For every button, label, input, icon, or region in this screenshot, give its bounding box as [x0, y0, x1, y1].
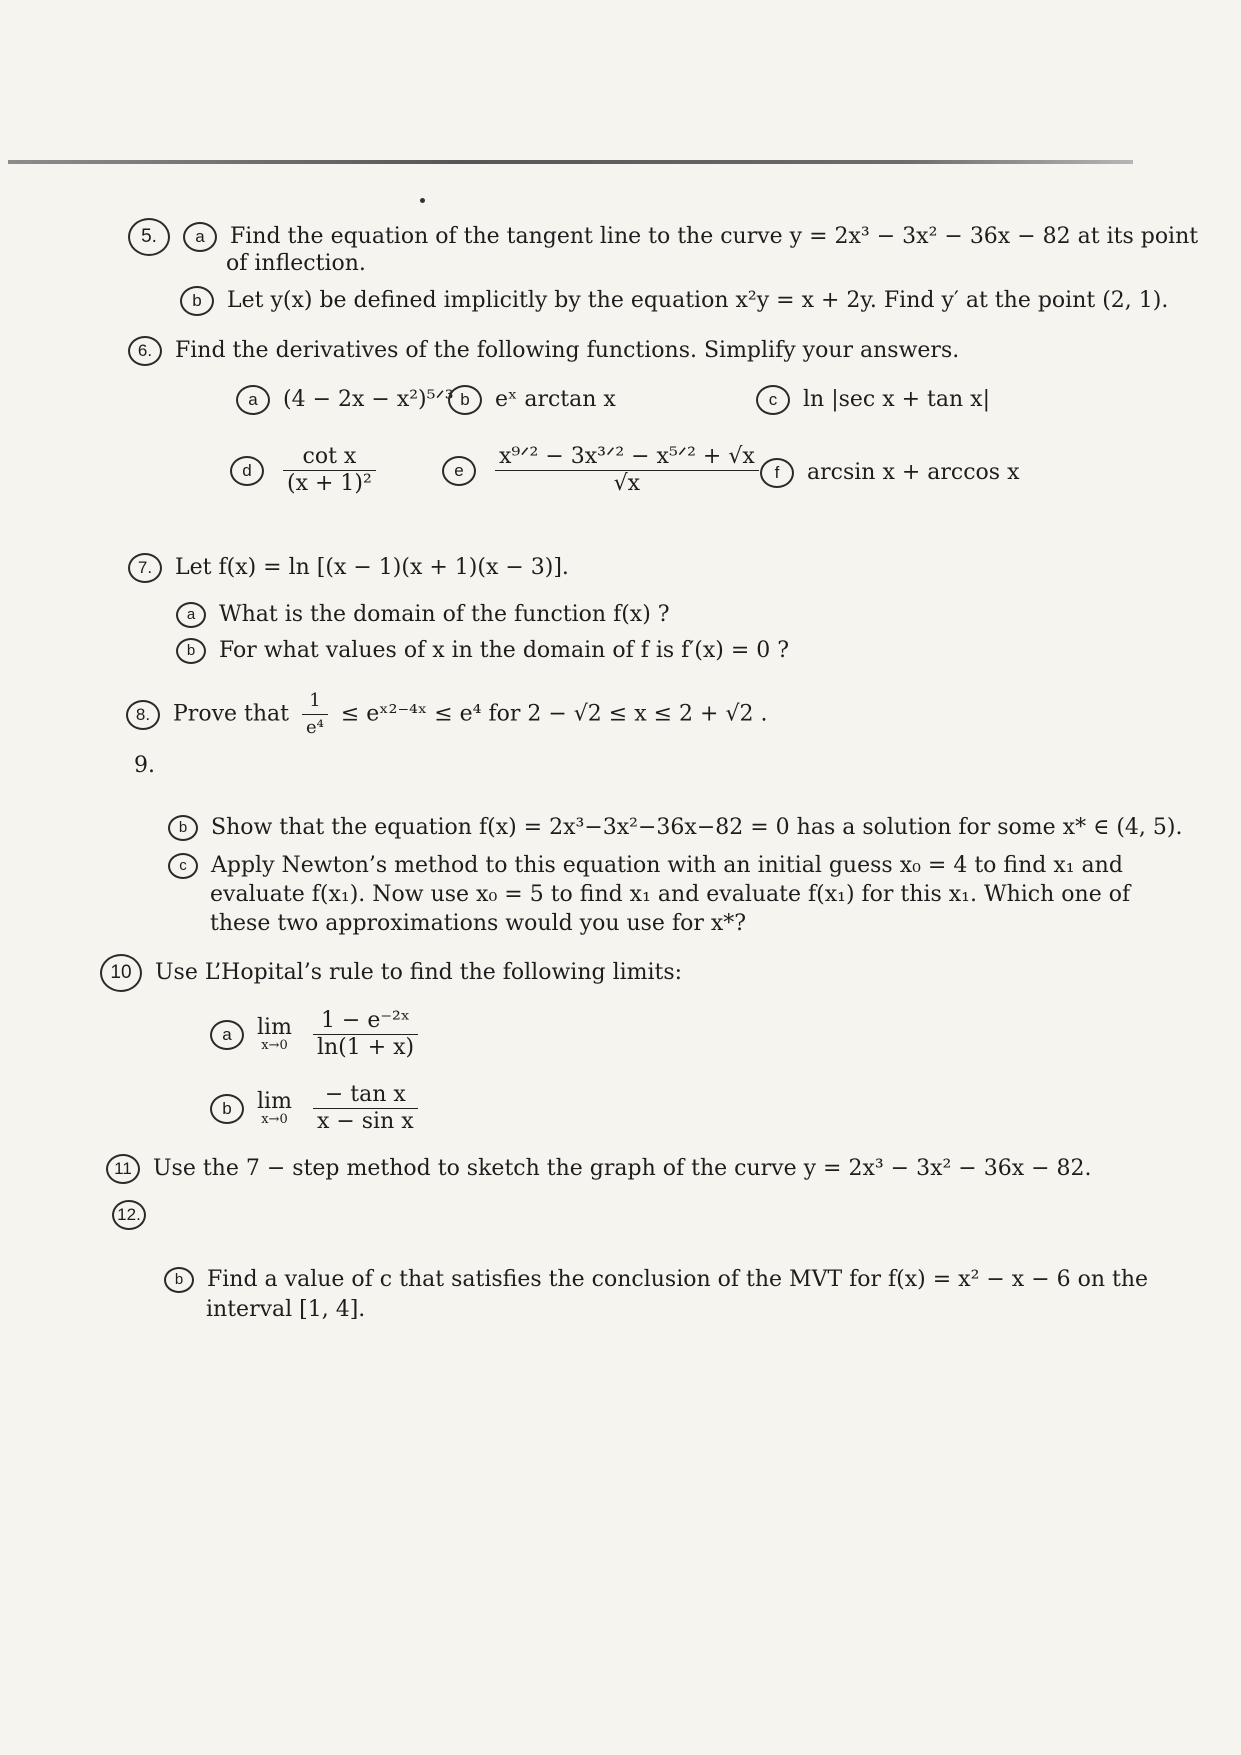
part-label: e: [442, 456, 476, 486]
problem-7-text: Let f(x) = ln [(x − 1)(x + 1)(x − 3)].: [175, 555, 569, 580]
expr: (4 − 2x − x²)⁵ᐟ³: [283, 387, 454, 412]
problem-9-number: 9.: [134, 753, 155, 778]
problem-11-text: Use the 7 − step method to sketch the graph of the curve y = 2x³ − 3x² − 36x − 82.: [153, 1156, 1092, 1181]
problem-10: [100, 954, 682, 992]
problem-number: 12.: [112, 1200, 146, 1230]
denominator: ln(1 + x): [316, 1035, 415, 1060]
problem-6c: [756, 385, 990, 415]
problem-9c: [168, 852, 1123, 880]
problem-8-text-post: ≤ eˣ²⁻⁴ˣ ≤ e⁴ for 2 − √2 ≤ x ≤ 2 + √2 .: [340, 701, 768, 727]
limit-operator: [257, 1014, 292, 1053]
numerator: 1: [302, 688, 328, 715]
problem-9c-text1: Apply Newton’s method to this equation with an initial guess x₀ = 4 to find x₁ and: [211, 853, 1123, 878]
problem-6: [128, 336, 959, 366]
problem-12b: [164, 1266, 1148, 1294]
numerator: 1 − e⁻²ˣ: [313, 1008, 418, 1035]
problem-6e: [442, 444, 765, 497]
problem-7a-text: What is the domain of the function f(x) ?: [219, 602, 670, 627]
problem-9c-text3: these two approximations would you use for x*?: [210, 911, 747, 936]
problem-10a: [210, 1008, 424, 1061]
problem-12b-text1: Find a value of c that satisfies the conclusion of the MVT for f(x) = x² − x − 6 on the: [207, 1267, 1149, 1292]
problem-5b: [180, 286, 1168, 316]
numerator: x⁹ᐟ² − 3x³ᐟ² − x⁵ᐟ² + √x: [495, 444, 759, 471]
fraction: [313, 1082, 418, 1135]
expr: ln |sec x + tan x|: [803, 387, 990, 412]
problem-7b: [176, 637, 789, 665]
problem-6-text: Find the derivatives of the following functions. Simplify your answers.: [175, 338, 960, 363]
problem-number: 5.: [128, 218, 170, 256]
part-label: b: [168, 815, 198, 841]
numerator: cot x: [283, 444, 376, 471]
part-label: a: [176, 602, 206, 628]
part-label: b: [180, 286, 214, 316]
problem-10b: [210, 1082, 424, 1135]
problem-9b-text: Show that the equation f(x) = 2x³−3x²−36x−82 = 0 has a solution for some x* ∈ (4, 5).: [211, 815, 1183, 840]
lim-subscript: x→0: [261, 1037, 288, 1053]
problem-8: [126, 688, 767, 741]
lim-subscript: x→0: [261, 1111, 288, 1127]
problem-12b-text2: interval [1, 4].: [206, 1297, 366, 1322]
problem-7b-text: For what values of x in the domain of f is f′(x) = 0 ?: [219, 638, 790, 663]
problem-5a-text-cont: of inflection.: [226, 251, 366, 276]
problem-8-text-pre: Prove that: [173, 701, 289, 727]
expr: eˣ arctan x: [495, 387, 616, 412]
denominator: √x: [613, 471, 641, 496]
fraction: [283, 444, 376, 497]
part-label: b: [164, 1267, 194, 1293]
part-label: a: [236, 385, 270, 415]
part-label: a: [210, 1020, 244, 1050]
expr: arcsin x + arccos x: [807, 460, 1020, 485]
problem-number: 8.: [126, 700, 160, 730]
lim-text: lim: [257, 1088, 292, 1114]
part-label: d: [230, 456, 264, 486]
fraction: [313, 1008, 418, 1061]
problem-5b-text: Let y(x) be defined implicitly by the equation x²y = x + 2y. Find y′ at the point (2, 1).: [227, 288, 1169, 313]
speck: [420, 198, 425, 203]
denominator: (x + 1)²: [287, 471, 372, 496]
problem-number: 10: [100, 954, 142, 992]
denominator: e⁴: [305, 717, 324, 738]
part-label: f: [760, 458, 794, 488]
problem-9b: [168, 814, 1182, 842]
problem-6a: [236, 385, 454, 415]
limit-operator: [257, 1088, 292, 1127]
problem-number: 6.: [128, 336, 162, 366]
fraction: [302, 688, 328, 741]
problem-6b: [448, 385, 616, 415]
problem-number: 7.: [128, 553, 162, 583]
top-rule: [8, 160, 1133, 164]
numerator: − tan x: [313, 1082, 418, 1109]
part-label: b: [210, 1094, 244, 1124]
problem-7a: [176, 601, 670, 629]
problem-number: 11: [106, 1154, 140, 1184]
problem-12: [112, 1200, 152, 1230]
problem-6d: [230, 444, 382, 497]
part-label: a: [183, 222, 217, 252]
problem-6f: [760, 458, 1019, 488]
problem-5a-text: Find the equation of the tangent line to the curve y = 2x³ − 3x² − 36x − 82 at its point: [230, 224, 1199, 249]
problem-7: [128, 553, 569, 583]
part-label: b: [448, 385, 482, 415]
problem-9c-text2: evaluate f(x₁). Now use x₀ = 5 to find x₁ and evaluate f(x₁) for this x₁. Which one of: [210, 882, 1131, 907]
denominator: x − sin x: [316, 1109, 414, 1134]
problem-11: [106, 1154, 1092, 1184]
problem-10-text: Use L’Hopital’s rule to find the following limits:: [155, 960, 683, 985]
fraction: [495, 444, 759, 497]
part-label: b: [176, 638, 206, 664]
part-label: c: [168, 853, 198, 879]
lim-text: lim: [257, 1014, 292, 1040]
part-label: c: [756, 385, 790, 415]
